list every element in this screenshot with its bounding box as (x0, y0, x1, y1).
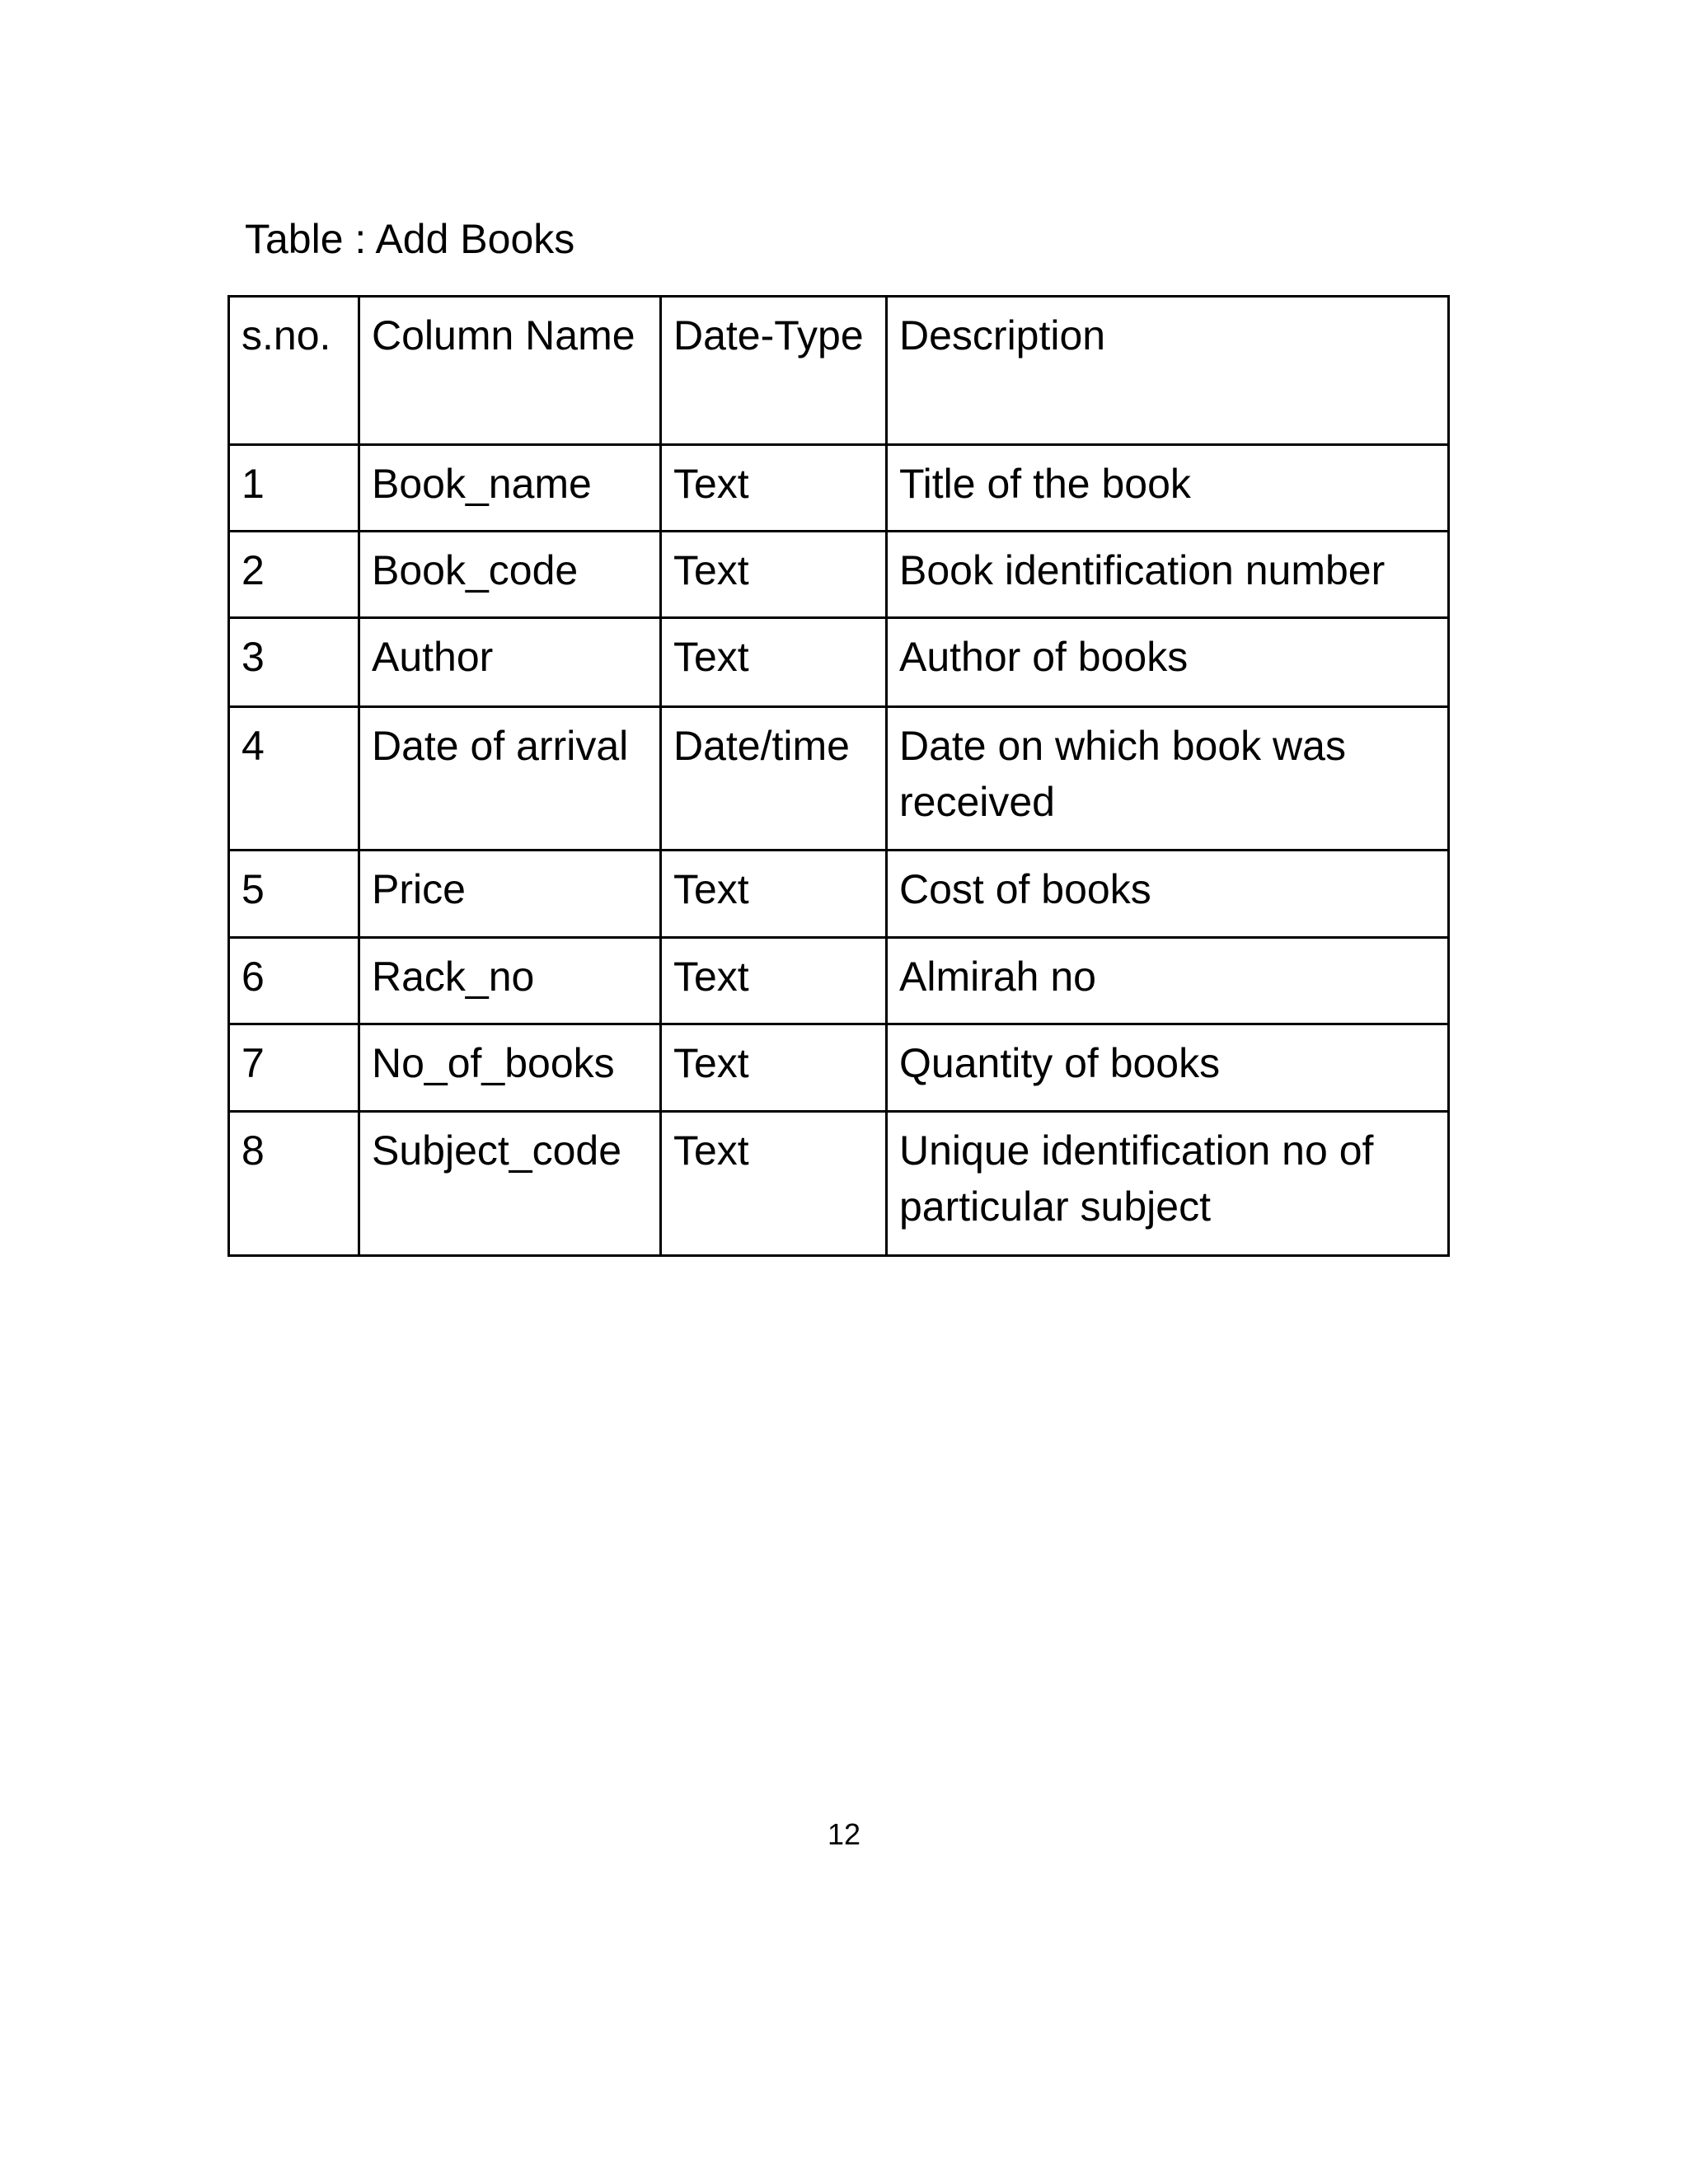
cell-description: Title of the book (887, 445, 1449, 532)
cell-sno: 8 (229, 1112, 359, 1256)
header-data-type: Date-Type (661, 297, 887, 445)
cell-data-type: Text (661, 1112, 887, 1256)
cell-description: Quantity of books (887, 1024, 1449, 1112)
table-row (229, 1024, 1449, 1112)
table-row (229, 532, 1449, 618)
cell-column-name: Price (359, 851, 661, 938)
cell-column-name: Subject_code (359, 1112, 661, 1256)
header-sno: s.no. (229, 297, 359, 445)
cell-column-name: Book_code (359, 532, 661, 618)
cell-data-type: Date/time (661, 707, 887, 851)
page-title: Table : Add Books (245, 216, 575, 262)
page-number: 12 (827, 1817, 861, 1851)
table-header-row (229, 297, 1449, 445)
cell-data-type: Text (661, 618, 887, 707)
table-row (229, 851, 1449, 938)
cell-sno: 7 (229, 1024, 359, 1112)
table-row (229, 445, 1449, 532)
cell-data-type: Text (661, 445, 887, 532)
cell-description: Author of books (887, 618, 1449, 707)
cell-description: Cost of books (887, 851, 1449, 938)
cell-sno: 6 (229, 938, 359, 1024)
cell-description: Date on which book was received (887, 707, 1449, 851)
cell-data-type: Text (661, 1024, 887, 1112)
cell-column-name: Date of arrival (359, 707, 661, 851)
cell-sno: 4 (229, 707, 359, 851)
cell-sno: 3 (229, 618, 359, 707)
cell-description: Book identification number (887, 532, 1449, 618)
cell-description: Almirah no (887, 938, 1449, 1024)
cell-sno: 5 (229, 851, 359, 938)
cell-data-type: Text (661, 851, 887, 938)
cell-data-type: Text (661, 938, 887, 1024)
cell-description: Unique identification no of particular subject (887, 1112, 1449, 1256)
table-row (229, 1112, 1449, 1256)
cell-sno: 1 (229, 445, 359, 532)
table-row (229, 707, 1449, 851)
add-books-table (227, 295, 1450, 1257)
cell-data-type: Text (661, 532, 887, 618)
cell-column-name: No_of_books (359, 1024, 661, 1112)
table-row (229, 938, 1449, 1024)
cell-column-name: Rack_no (359, 938, 661, 1024)
table-row (229, 618, 1449, 707)
cell-sno: 2 (229, 532, 359, 618)
header-description: Description (887, 297, 1449, 445)
header-column-name: Column Name (359, 297, 661, 445)
cell-column-name: Book_name (359, 445, 661, 532)
cell-column-name: Author (359, 618, 661, 707)
